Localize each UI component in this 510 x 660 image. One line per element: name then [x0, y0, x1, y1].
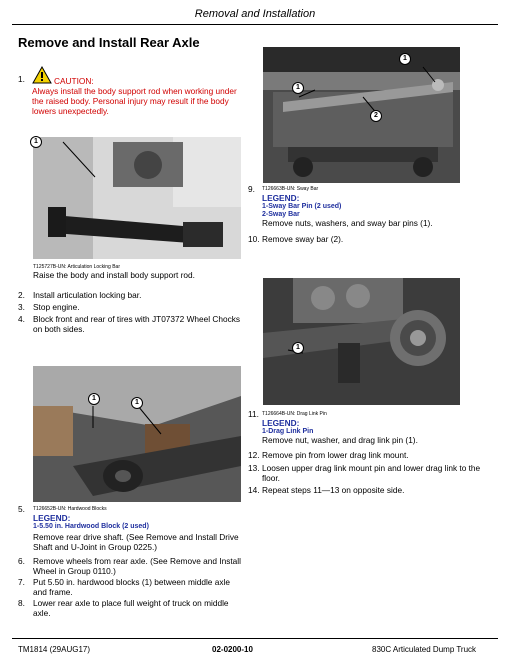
caution-text: Always install the body support rod when working under the raised body. Personal injury may result if the body lowers unexpectedly.: [32, 86, 237, 116]
step-number: 13.: [248, 463, 260, 473]
header-rule: [12, 24, 498, 25]
footer-page-number: 02-0200-10: [212, 645, 253, 654]
figure-caption: T126664B-UN: Drag Link Pin: [262, 411, 327, 417]
legend-title: LEGEND:: [33, 513, 71, 523]
callout-2: 2: [370, 110, 382, 122]
step-number: 1.: [18, 74, 25, 84]
step-number: 9.: [248, 184, 255, 194]
footer-model: 830C Articulated Dump Truck: [372, 645, 477, 654]
callout-1: 1: [292, 82, 304, 94]
step-text: Lower rear axle to place full weight of truck on middle axle.: [33, 598, 229, 618]
step-text: Put 5.50 in. hardwood blocks (1) between middle axle and frame.: [33, 577, 230, 597]
step-text: Remove rear drive shaft. (See Remove and Install Drive Shaft and U-Joint in Group 0225.): [33, 532, 239, 552]
footer-doc-id: TM1814 (29AUG17): [18, 645, 91, 654]
step-number: 6.: [18, 556, 25, 566]
step-text: Block front and rear of tires with JT07372 Wheel Chocks on both sides.: [33, 314, 241, 334]
sway-bar-photo: [263, 47, 460, 183]
callout-1: 1: [88, 393, 100, 405]
legend-item: 2-Sway Bar: [262, 211, 300, 218]
step-number: 7.: [18, 577, 25, 587]
caution-word: CAUTION:: [54, 76, 94, 86]
step-1-text: Raise the body and install body support rod.: [33, 270, 195, 280]
figure-caption: T125727B-UN: Articulation Locking Bar: [33, 264, 120, 270]
step-text: Remove nut, washer, and drag link pin (1).: [262, 435, 418, 445]
callout-1: 1: [399, 53, 411, 65]
drag-link-pin-photo: [263, 278, 460, 405]
step-number: 4.: [18, 314, 25, 324]
step-text: Stop engine.: [33, 302, 80, 312]
figure-caption: T126652B-UN: Hardwood Blocks: [33, 506, 107, 512]
warning-icon: [32, 66, 52, 84]
page-title: Remove and Install Rear Axle: [18, 35, 200, 50]
section-header: Removal and Installation: [194, 8, 316, 20]
articulation-locking-bar-photo: [33, 137, 241, 259]
callout-1: 1: [292, 342, 304, 354]
hardwood-blocks-photo: [33, 366, 241, 502]
step-number: 3.: [18, 302, 25, 312]
step-number: 2.: [18, 290, 25, 300]
step-text: Loosen upper drag link mount pin and lower drag link to the floor.: [262, 463, 481, 483]
step-text: Remove sway bar (2).: [262, 234, 344, 244]
step-number: 11.: [248, 409, 259, 419]
step-number: 12.: [248, 450, 260, 460]
step-number: 10.: [248, 234, 260, 244]
callout-1: 1: [131, 397, 143, 409]
step-text: Remove wheels from rear axle. (See Remove and Install Wheel in Group 0110.): [33, 556, 241, 576]
legend-item: 1-Drag Link Pin: [262, 428, 314, 435]
step-text: Repeat steps 11—13 on opposite side.: [262, 485, 405, 495]
figure-caption: T126663B-UN: Sway Bar: [262, 186, 319, 192]
legend-item: 1-Sway Bar Pin (2 used): [262, 203, 342, 210]
step-number: 14.: [248, 485, 260, 495]
step-number: 8.: [18, 598, 25, 608]
footer-rule: [12, 638, 498, 639]
step-text: Install articulation locking bar.: [33, 290, 142, 300]
legend-title: LEGEND:: [262, 193, 300, 203]
step-text: Remove nuts, washers, and sway bar pins (1).: [262, 218, 433, 228]
callout-1: 1: [30, 136, 42, 148]
step-number: 5.: [18, 504, 25, 514]
legend-title: LEGEND:: [262, 418, 300, 428]
legend-item: 1-5.50 in. Hardwood Block (2 used): [33, 523, 149, 530]
step-text: Remove pin from lower drag link mount.: [262, 450, 409, 460]
